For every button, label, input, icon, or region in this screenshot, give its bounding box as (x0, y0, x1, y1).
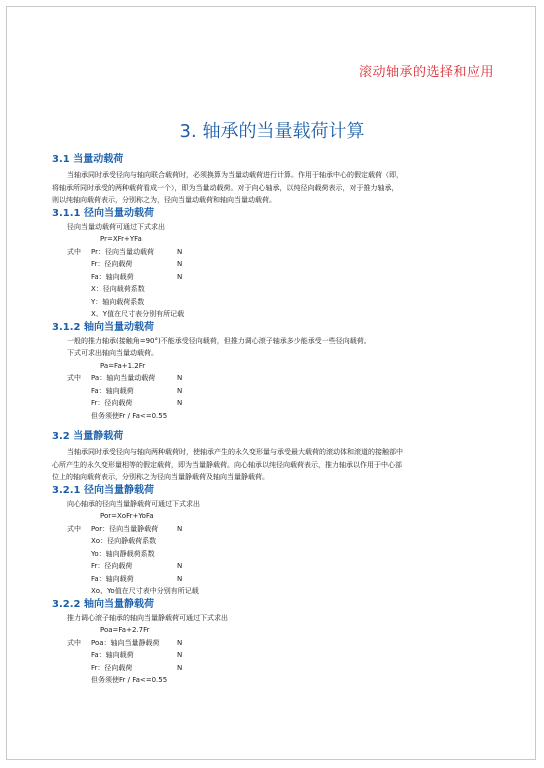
definition-text: Y：轴向载荷系数 (91, 297, 145, 306)
definition-unit: N (177, 374, 183, 382)
intro-text: 一般的推力轴承(接触角=90°)不能承受径向载荷，但推力调心滚子轴承多少能承受一些径向载荷。 (67, 336, 371, 345)
definition-list (52, 246, 492, 321)
formula: Poa=Fa+2.7Fr (100, 626, 150, 634)
paragraph-line: 位上的轴向载荷表示，分别称之为径向当量静载荷及轴向当量静载荷。 (52, 473, 269, 481)
definition-unit: N (177, 651, 183, 659)
where-label: 式中 (67, 638, 81, 647)
section-3-2-paragraph (52, 446, 492, 484)
definition-text: Yo：轴向静载荷系数 (91, 549, 155, 558)
intro-text: 推力调心滚子轴承的轴向当量静载荷可通过下式求出 (67, 613, 228, 622)
section-3-1-heading: 3.1 当量动载荷 (52, 154, 124, 165)
running-header: 滚动轴承的选择和应用 (358, 65, 494, 80)
paragraph-line: 当轴承同时承受径向与轴向联合载荷时，必须换算为当量动载荷进行计算。作用于轴承中心的假定载荷（即， (67, 171, 403, 179)
definition-text: Por：径向当量静载荷 (91, 524, 159, 533)
definition-text: Xo：径向静载荷系数 (91, 537, 157, 545)
paragraph-line: 当轴承同时承受径向与轴向两种载荷时，使轴承产生的永久变形量与承受最大载荷的滚动体和滚道的接触部中 (67, 448, 403, 456)
section-3-2-2-heading: 3.2.2 轴向当量静载荷 (52, 598, 154, 610)
definition-text: Fa：轴向载荷 (91, 272, 134, 281)
definition-list (52, 637, 492, 687)
paragraph-line: 则以纯轴向载荷表示，分别称之为，径向当量动载荷和轴向当量动载荷。 (52, 196, 276, 204)
definition-text: Fr：径向载荷 (91, 663, 133, 672)
paragraph-line: 心所产生的永久变形量相等的假定载荷，即为当量静载荷。向心轴承以纯径向载荷表示，推力轴承以作用于中心部 (52, 460, 402, 469)
definition-text: Xo、Yo值在尺寸表中分别有所记载 (91, 587, 199, 595)
definition-text: Fa：轴向载荷 (91, 574, 134, 583)
section-3-2-1-heading: 3.2.1 径向当量静载荷 (52, 484, 154, 496)
intro-text: 下式可求出轴向当量动载荷。 (67, 349, 158, 357)
definition-text: Fa：轴向载荷 (91, 386, 134, 395)
definition-unit: N (177, 638, 183, 647)
section-3-1-2-heading: 3.1.2 轴向当量动载荷 (52, 321, 154, 333)
definition-list (52, 372, 492, 422)
definition-list (52, 523, 492, 598)
intro-text: 向心轴承的径向当量静载荷可通过下式求出 (67, 499, 200, 508)
definition-unit: N (177, 399, 183, 407)
section-3-1-paragraph (52, 169, 492, 207)
page-content (52, 153, 492, 687)
definition-text: Fa：轴向载荷 (91, 651, 134, 659)
where-label: 式中 (67, 374, 81, 382)
formula: Por=XoFr+YoFa (100, 512, 154, 520)
intro-text: 径向当量动载荷可通过下式求出 (67, 222, 165, 231)
definition-text: Fr：径向载荷 (91, 562, 133, 570)
definition-unit: N (177, 272, 183, 281)
where-label: 式中 (67, 524, 81, 533)
section-3-1-1-heading: 3.1.1 径向当量动载荷 (52, 207, 154, 219)
chapter-title: 3. 轴承的当量载荷计算 (179, 121, 365, 142)
formula: Pr=XFr+YFa (100, 235, 142, 243)
definition-unit: N (177, 260, 183, 268)
definition-unit: N (177, 562, 183, 570)
definition-unit: N (177, 386, 183, 395)
definition-text: Fr：径向载荷 (91, 399, 133, 407)
definition-unit: N (177, 574, 183, 583)
where-label: 式中 (67, 247, 81, 256)
paragraph-line: 将轴承所同时承受的两种载荷看成一个），即为当量动载荷。对于向心轴承，以纯径向载荷表示，对于推力轴承， (52, 183, 399, 192)
definition-unit: N (177, 524, 183, 533)
definition-unit: N (177, 663, 183, 672)
definition-text: Pa：轴向当量动载荷 (91, 374, 156, 382)
formula: Pa=Fa+1.2Fr (100, 361, 146, 370)
definition-text: 但务须使Fr / Fa<=0.55 (91, 411, 168, 420)
definition-text: X：径向载荷系数 (91, 285, 145, 293)
definition-text: Pr：径向当量动载荷 (91, 247, 154, 256)
section-3-2-heading: 3.2 当量静载荷 (52, 431, 124, 442)
definition-text: Fr：径向载荷 (91, 260, 133, 268)
definition-text: X、Y值在尺寸表分别有所记载 (91, 310, 185, 318)
definition-text: 但务须使Fr / Fa<=0.55 (91, 676, 168, 684)
definition-text: Poa：轴向当量静载荷 (91, 638, 160, 647)
definition-unit: N (177, 247, 183, 256)
